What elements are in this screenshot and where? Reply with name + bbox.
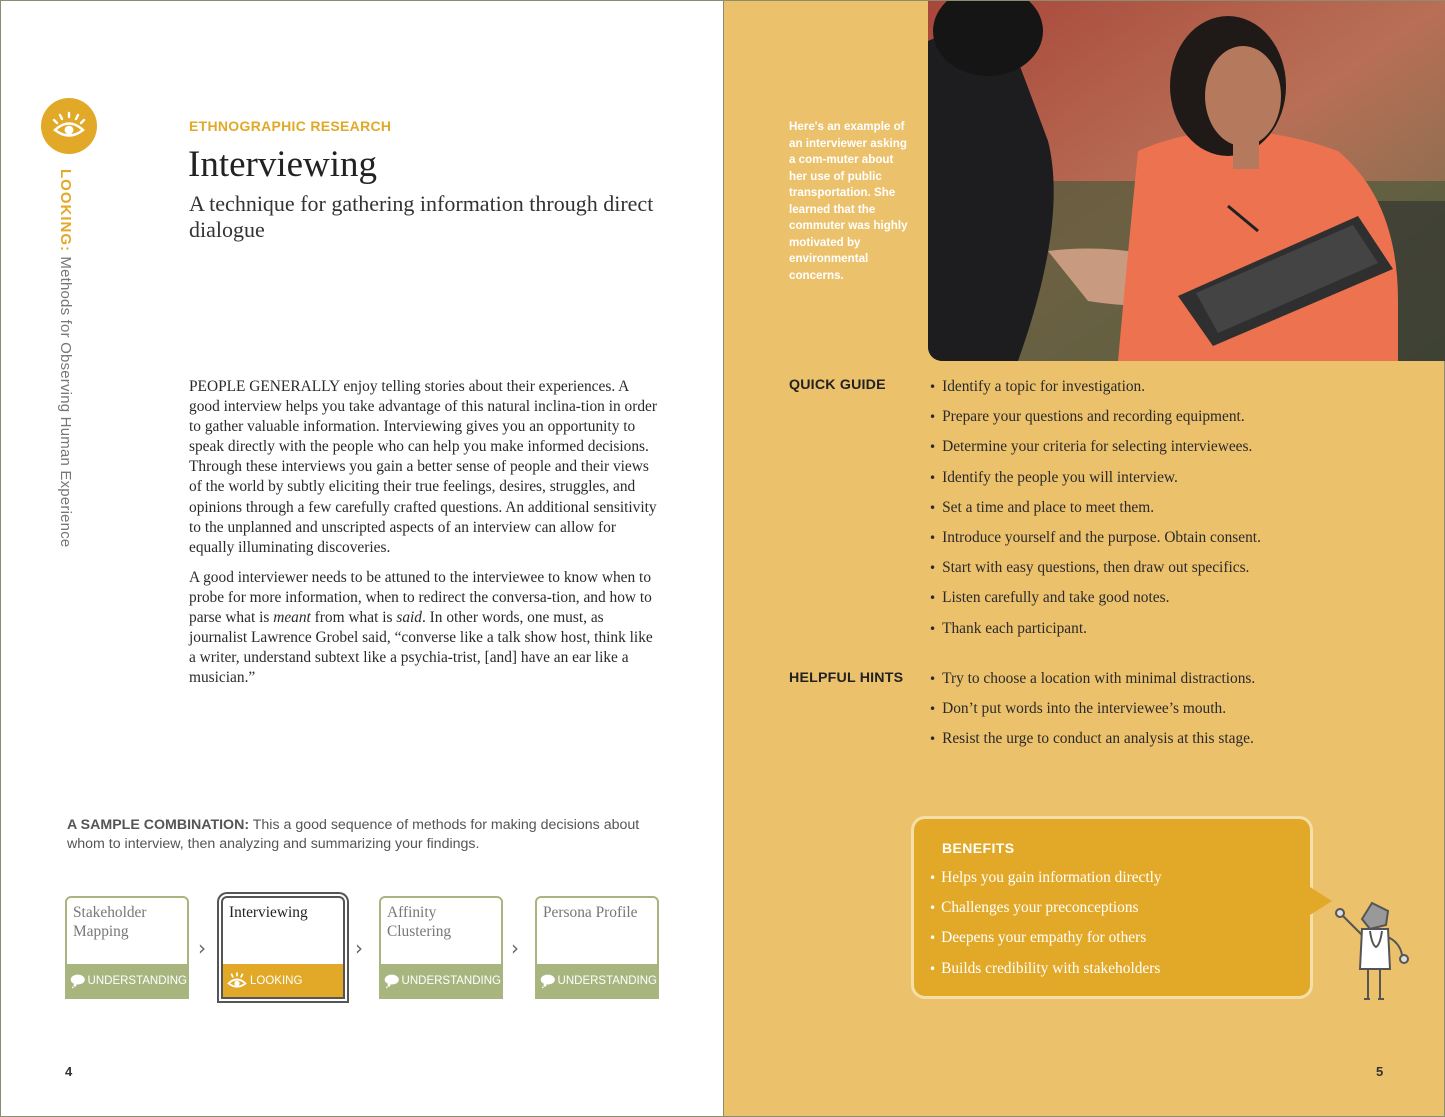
method-category: UNDERSTANDING (401, 974, 501, 987)
list-item: • Resist the urge to conduct an analysis at this stage. (929, 724, 1329, 754)
list-item: • Listen carefully and take good notes. (929, 583, 1329, 613)
page-title: Interviewing (188, 144, 378, 185)
page-number-right: 5 (1376, 1064, 1384, 1079)
method-card-persona-profile[interactable]: Persona Profile UNDERSTANDING (535, 896, 659, 999)
benefits-list (929, 863, 1162, 984)
quick-guide-list (929, 372, 1329, 644)
list-item: • Challenges your preconceptions (929, 893, 1162, 923)
right-page (723, 0, 1445, 1117)
list-item: • Introduce yourself and the purpose. Obtain consent. (929, 523, 1329, 553)
callout-tail (1310, 887, 1332, 915)
method-category: UNDERSTANDING (557, 974, 657, 987)
list-item: • Start with easy questions, then draw out specifics. (929, 553, 1329, 583)
list-item: • Builds credibility with stakeholders (929, 954, 1162, 984)
section-vertical-label: LOOKING: Methods for Observing Human Experience (57, 169, 74, 548)
list-item: • Prepare your questions and recording equipment. (929, 402, 1329, 432)
interview-photo (928, 1, 1445, 361)
doctor-figure-icon (1332, 899, 1412, 1008)
list-item: • Deepens your empathy for others (929, 923, 1162, 953)
thought-bubble-icon (540, 971, 556, 991)
body-paragraph-2: A good interviewer needs to be attuned to the interviewee to know when to probe for more information, when to redirect the conversa-tion, and how to parse what is meant from what is said. In other words, one must, as journalist Lawrence Grobel said, “converse like a talk show host, think like a writer, understand subtext like a psychia-trist, [and] have an ear like a musician.” (189, 568, 653, 687)
list-item: • Thank each participant. (929, 614, 1329, 644)
body-paragraph-1: PEOPLE GENERALLY enjoy telling stories about their experiences. A good interview helps you take advantage of this natural inclina-tion in order to gather valuable information. Interviewing gives you an opportunity to speak directly with the people who can help you make informed decisions. Through these interviews you gain a better sense of people and their views of the world by subtly eliciting their true feelings, desires, struggles, and opinions through a few carefully crafted questions. An additional sensitivity to the unplanned and unscripted aspects of an interview can allow for equally illuminating discoveries. (189, 378, 657, 556)
quick-guide-label: QUICK GUIDE (789, 377, 886, 393)
page-subtitle: A technique for gathering information through direct dialogue (189, 191, 654, 242)
list-item: • Set a time and place to meet them. (929, 493, 1329, 523)
thought-bubble-icon (384, 971, 400, 991)
page-number-left: 4 (65, 1064, 73, 1079)
helpful-hints-label: HELPFUL HINTS (789, 670, 904, 686)
eye-icon (41, 98, 97, 154)
list-item: • Try to choose a location with minimal distractions. (929, 664, 1329, 694)
list-item: • Determine your criteria for selecting interviewees. (929, 432, 1329, 462)
chevron-right-icon: › (511, 936, 519, 960)
sample-combination: A SAMPLE COMBINATION: This a good sequence of methods for making decisions about whom to interview, then analyzing and summarizing your findings. (67, 817, 640, 852)
eye-icon (226, 972, 248, 990)
list-item: • Don’t put words into the interviewee’s mouth. (929, 694, 1329, 724)
benefits-title: BENEFITS (942, 840, 1015, 856)
chevron-right-icon: › (355, 936, 363, 960)
method-category: UNDERSTANDING (87, 974, 187, 987)
method-card-stakeholder-mapping[interactable]: Stakeholder Mapping UNDERSTANDING (65, 896, 189, 999)
method-card-interviewing[interactable]: Interviewing LOOKING (221, 896, 345, 999)
list-item: • Identify the people you will interview. (929, 463, 1329, 493)
thought-bubble-icon (70, 971, 86, 991)
body-text (189, 377, 659, 698)
photo-caption: Here's an example of an interviewer asking a com-muter about her use of public transportation. She learned that the commuter was highly motivated by environmental concerns. (789, 120, 908, 282)
method-card-affinity-clustering[interactable]: Affinity Clustering UNDERSTANDING (379, 896, 503, 999)
list-item: • Helps you gain information directly (929, 863, 1162, 893)
list-item: • Identify a topic for investigation. (929, 372, 1329, 402)
benefits-callout (911, 816, 1313, 999)
method-category: LOOKING (250, 974, 303, 987)
helpful-hints-list (929, 664, 1329, 755)
chevron-right-icon: › (198, 936, 206, 960)
category-kicker: ETHNOGRAPHIC RESEARCH (189, 118, 392, 134)
